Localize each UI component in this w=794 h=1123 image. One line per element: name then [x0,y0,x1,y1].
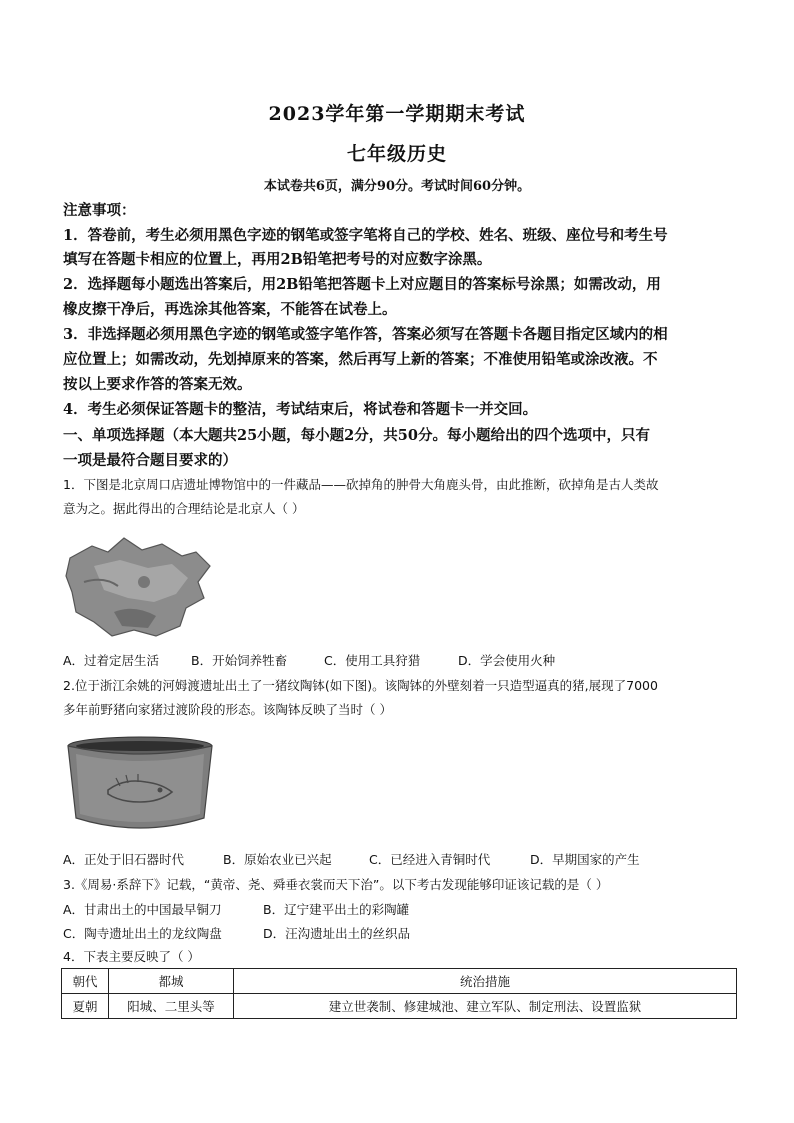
notes-line: 应位置上；如需改动，先划掉原来的答案，然后再写上新的答案；不准使用铅笔或涂改液。不 [63,351,658,368]
deer-skull-image [64,532,214,640]
question-2-options [63,850,640,868]
exam-title: 2023学年第一学期期末考试 [268,103,526,125]
question-4-table [61,968,737,1019]
table-cell: 建立世袭制、修建城池、建立军队、制定刑法、设置监狱 [234,994,737,1019]
table-header-row [62,969,737,994]
exam-info: 本试卷共6页，满分90分。考试时间60分钟。 [263,179,531,194]
notes-line: 按以上要求作答的答案无效。 [63,376,252,393]
option-d[interactable]: D．学会使用火种 [458,653,556,668]
option-c[interactable]: C．使用工具狩猎 [324,653,421,668]
notes-line: 2．选择题每小题选出答案后，用2B铅笔把答题卡上对应题目的答案标号涂黑；如需改动，用 [63,276,661,293]
question-3-options [63,924,410,942]
option-a[interactable]: A．正处于旧石器时代 [63,852,185,867]
option-b[interactable]: B．辽宁建平出土的彩陶罐 [263,902,410,917]
notes-heading: 注意事项： [63,202,136,219]
table-header-cell: 统治措施 [234,969,737,994]
question-2-text: 2.位于浙江余姚的河姆渡遗址出土了一猪纹陶钵(如下图)。该陶钵的外壁刻着一只造型逼真的猪,展现了7000 [63,678,658,693]
option-a[interactable]: A．过着定居生活 [63,653,160,668]
notes-line: 4．考生必须保证答题卡的整洁，考试结束后，将试卷和答题卡一并交回。 [63,401,538,418]
table-header-cell: 都城 [109,969,234,994]
option-b[interactable]: B．开始饲养牲畜 [191,653,288,668]
notes-line: 3．非选择题必须用黑色字迹的钢笔或签字笔作答，答案必须写在答题卡各题目指定区域内的相 [63,326,668,343]
question-1-text: 1．下图是北京周口店遗址博物馆中的一件藏品——砍掉角的肿骨大角鹿头骨，由此推断，砍掉角是古人类故 [63,477,659,492]
pottery-bowl-image [64,734,216,838]
question-1-options [63,651,555,669]
table-header-cell: 朝代 [62,969,109,994]
option-c[interactable]: C．已经进入青铜时代 [369,852,491,867]
exam-subject: 七年级历史 [346,143,447,165]
notes-line: 橡皮擦干净后，再选涂其他答案，不能答在试卷上。 [63,301,397,318]
question-3-options [63,900,409,918]
table-row [62,994,737,1019]
section-heading: 一、单项选择题（本大题共25小题，每小题2分，共50分。每小题给出的四个选项中，只有 [63,427,650,444]
question-1-text: 意为之。据此得出的合理结论是北京人（ ） [63,501,305,516]
option-a[interactable]: A．甘肃出土的中国最早铜刀 [63,902,222,917]
table-cell: 阳城、二里头等 [109,994,234,1019]
table-cell: 夏朝 [62,994,109,1019]
question-2-text: 多年前野猪向家猪过渡阶段的形态。该陶钵反映了当时（ ） [63,702,392,717]
section-heading: 一项是最符合题目要求的） [63,452,237,469]
option-d[interactable]: D．早期国家的产生 [530,852,640,867]
notes-line: 填写在答题卡相应的位置上，再用2B铅笔把考号的对应数字涂黑。 [63,251,492,268]
option-b[interactable]: B．原始农业已兴起 [223,852,332,867]
option-d[interactable]: D．汪沟遗址出土的丝织品 [263,926,411,941]
option-c[interactable]: C．陶寺遗址出土的龙纹陶盘 [63,926,222,941]
question-3-text: 3.《周易·系辞下》记载，“黄帝、尧、舜垂衣裳而天下治”。以下考古发现能够印证该记载的是（ ） [63,877,609,892]
notes-line: 1．答卷前，考生必须用黑色字迹的钢笔或签字笔将自己的学校、姓名、班级、座位号和考生号 [63,227,668,244]
question-4-text: 4．下表主要反映了（ ） [63,949,200,964]
